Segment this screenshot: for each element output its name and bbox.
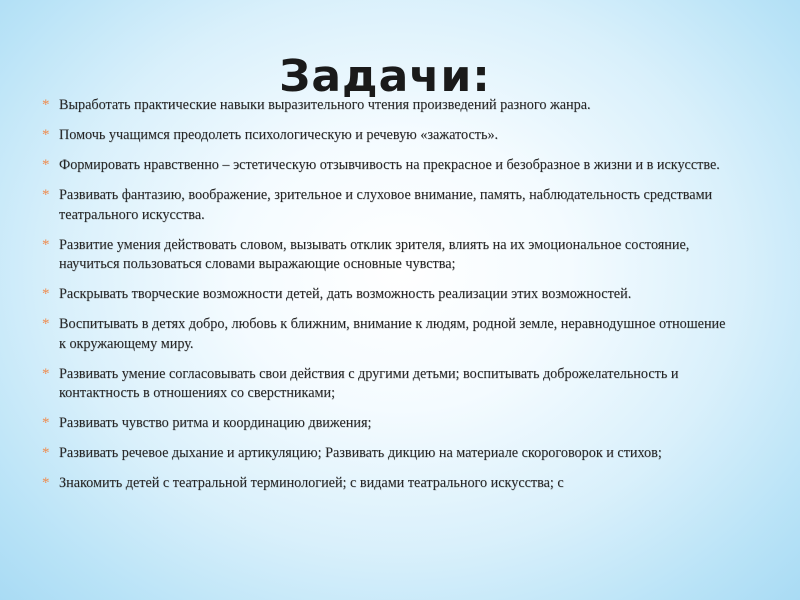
- bullet-icon: *: [42, 97, 50, 113]
- task-item-11: [42, 474, 732, 494]
- task-item-3: [42, 156, 732, 176]
- task-text: Развивать речевое дыхание и артикуляцию; Развивать дикцию на материале скороговорок и стихов;: [59, 445, 662, 461]
- bullet-icon: *: [42, 286, 50, 302]
- bullet-icon: *: [42, 236, 50, 253]
- task-text: Воспитывать в детях добро, любовь к ближним, внимание к людям, родной земле, неравнодушное отношение к окружающему миру.: [59, 316, 726, 352]
- task-item-5: [42, 236, 732, 275]
- slide-title: Задачи:: [279, 51, 491, 103]
- bullet-icon: *: [42, 445, 50, 461]
- task-item-2: [42, 126, 732, 146]
- task-list: [42, 96, 732, 504]
- task-item-1: [42, 96, 732, 116]
- task-text: Развивать чувство ритма и координацию движения;: [59, 415, 372, 431]
- bullet-icon: *: [42, 127, 50, 143]
- task-item-8: [42, 365, 732, 404]
- bullet-icon: *: [42, 187, 50, 203]
- task-text: Помочь учащимся преодолеть психологическую и речевую «зажатость».: [59, 127, 499, 143]
- task-item-9: [42, 414, 732, 434]
- bullet-icon: *: [42, 316, 50, 332]
- task-text: Развивать фантазию, воображение, зрительное и слуховое внимание, память, наблюдательность средствами театрального искусства.: [59, 187, 713, 223]
- bullet-icon: *: [42, 415, 50, 431]
- task-text: Формировать нравственно – эстетическую отзывчивость на прекрасное и безобразное в жизни и в искусстве.: [59, 157, 720, 173]
- task-item-7: [42, 315, 732, 354]
- task-item-4: [42, 186, 732, 225]
- task-text: Развивать умение согласовывать свои действия с другими детьми; воспитывать доброжелательность и контактность в отношениях со сверстниками;: [59, 365, 679, 401]
- task-text: Выработать практические навыки выразительного чтения произведений разного жанра.: [59, 97, 591, 113]
- task-text: Развитие умения действовать словом, вызывать отклик зрителя, влиять на их эмоциональное состояние, научиться пользоваться словами выражающие основные чувства;: [59, 236, 690, 272]
- bullet-icon: *: [42, 157, 50, 173]
- bullet-icon: *: [42, 365, 50, 382]
- task-text: Раскрывать творческие возможности детей, дать возможность реализации этих возможностей.: [59, 286, 632, 302]
- bullet-icon: *: [42, 475, 50, 491]
- task-text: Знакомить детей с театральной терминологией; с видами театрального искусства; с: [59, 475, 564, 491]
- task-item-10: [42, 444, 732, 464]
- task-item-6: [42, 285, 732, 305]
